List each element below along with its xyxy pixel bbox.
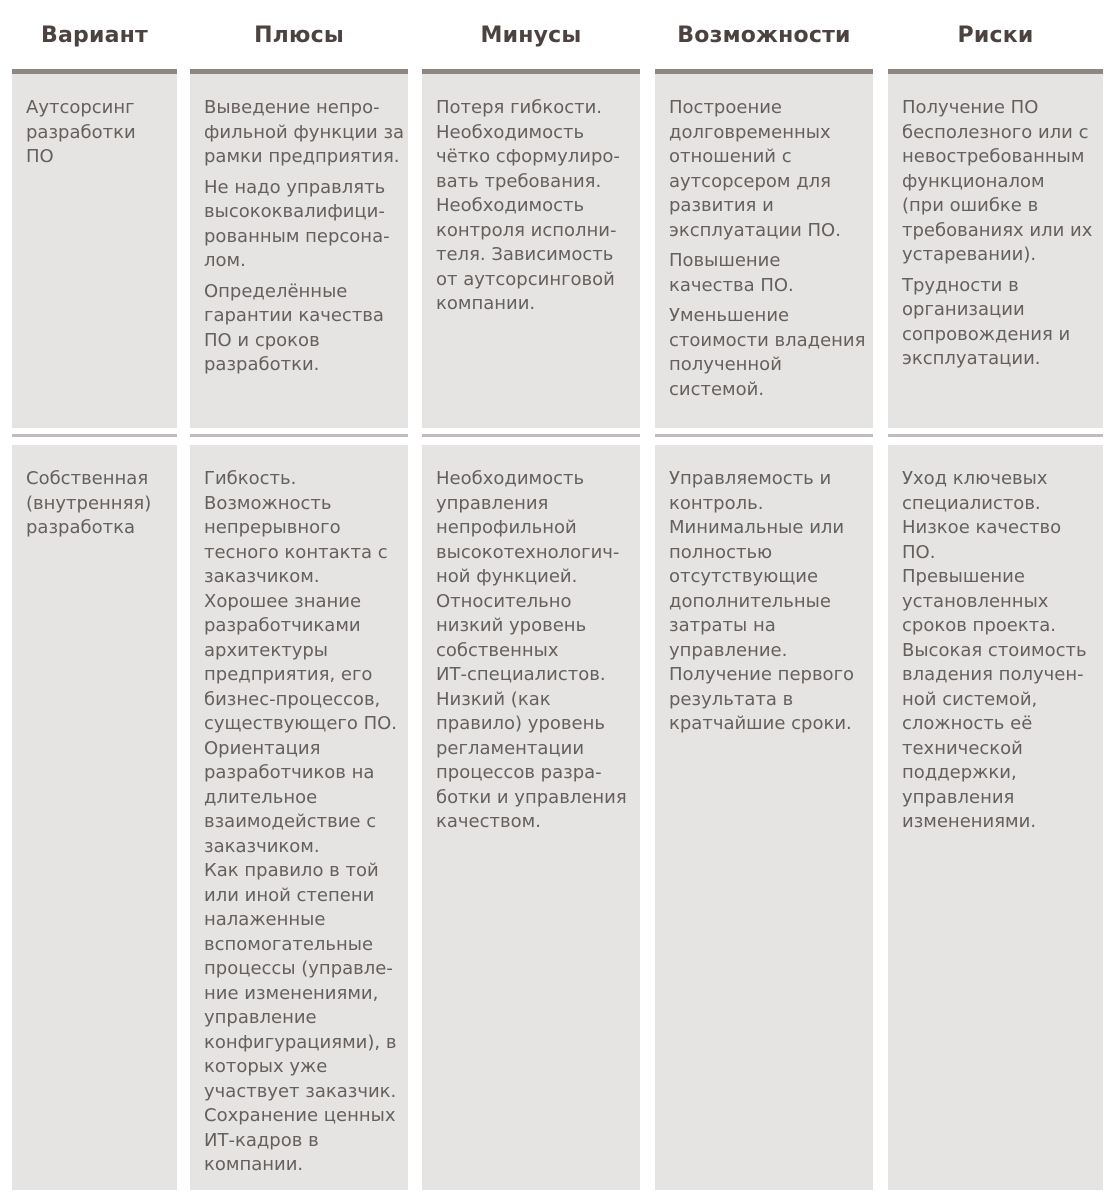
cell-text-line: Высокая стоимость [902,639,1087,661]
cell-text-line: устаревании). [902,244,1037,265]
cell-text-line: эксплуатации ПО. [669,219,841,241]
cell-text-line: конфигурациями), в [204,1031,397,1053]
cell-text-line: Повышение [669,250,781,271]
cell-text-line: длительное [204,786,318,808]
header-risks: Риски [957,23,1034,48]
cell-text-line: бесполезного или с [902,121,1089,143]
cell-paragraph [436,467,632,835]
cell-text-line: ПО и сроков [204,329,320,351]
cell-text-line: теля. Зависимость [436,244,614,265]
cell-cons-outsourcing [422,74,640,428]
cell-text-line: гарантии качества [204,305,384,326]
cell-text-line: заказчиком. [204,566,320,587]
cell-text-line: качества ПО. [669,274,794,296]
cell-text-line: результата в [669,688,794,710]
cell-text-line: изменениями. [902,811,1037,832]
cell-text-line: или иной степени [204,884,375,906]
cell-text-line: процессы (управле- [204,958,393,979]
cell-text-line: участвует заказчик. [204,1080,397,1102]
cell-text-line: разработчиков на [204,762,375,783]
header-variant: Вариант [41,23,148,48]
cell-text-line: отношений с [669,146,792,167]
cell-pros-inhouse [190,445,408,1190]
cell-text-line: ПО [26,146,54,167]
cell-text-line: требованиях или их [902,219,1093,241]
cell-text-line: правило) уровень [436,713,605,734]
cell-text-line: управления [902,786,1015,808]
cell-risks-outsourcing [888,74,1103,428]
cell-text-line: которых уже [204,1056,328,1077]
cell-paragraph [204,280,400,378]
cell-text-line: затраты на [669,615,776,636]
cell-text-line: высокотехнологич- [436,541,620,563]
cell-text-line: Ориентация [204,737,321,759]
cell-pros-outsourcing [190,74,408,428]
cell-text-line: Необходимость [436,121,585,143]
cell-text-line: контроля исполни- [436,219,617,241]
cell-text-line: Необходимость [436,195,585,216]
cell-text-line: Уход ключевых [902,468,1048,489]
row-divider [655,434,873,437]
cell-text-line: Трудности в [902,274,1019,296]
cell-text-line: владения получен- [902,664,1084,685]
cell-paragraph [902,467,1095,835]
cell-variant-inhouse [12,445,177,1190]
cell-text-line: архитектуры [204,639,329,661]
cell-text-line: заказчиком. [204,835,320,857]
cell-text-line: развития и [669,195,774,216]
cell-text-line: фильной функции за [204,121,405,143]
cell-text-line: сопровождения и [902,323,1071,345]
cell-text-line: налаженные [204,909,326,930]
row-divider [190,434,408,437]
cell-paragraph [669,96,865,243]
cell-text-line: Как правило в той [204,860,379,881]
cell-text-line: (внутренняя) [26,492,152,514]
cell-text-line: бизнес-процессов, [204,688,381,710]
cell-text-line: Сохранение ценных [204,1105,396,1126]
cell-text-line: кратчайшие сроки. [669,713,852,734]
cell-cons-inhouse [422,445,640,1190]
cell-text-line: Не надо управлять [204,176,386,198]
cell-text-line: Аутсорсинг [26,97,135,118]
cell-text-line: Получение ПО [902,97,1039,118]
cell-paragraph [669,249,865,298]
row-divider [422,434,640,437]
header-opportunities: Возможности [677,23,851,48]
cell-text-line: Определённые [204,280,348,302]
cell-text-line: компании. [204,1154,304,1175]
cell-text-line: разработки [26,121,136,143]
cell-text-line: ной системой, [902,688,1038,710]
cell-text-line: Потеря гибкости. [436,97,603,118]
cell-text-line: специалистов. [902,492,1041,514]
row-divider [888,434,1103,437]
cell-text-line: ИТ-специалистов. [436,664,606,685]
cell-text-line: системой. [669,378,765,400]
cell-text-line: от аутсорсинговой [436,268,615,290]
cell-text-line: процессов разра- [436,762,602,783]
cell-text-line: установленных [902,590,1049,612]
cell-paragraph [204,176,400,274]
cell-text-line: разработки. [204,354,320,375]
cell-text-line: организации [902,299,1025,320]
cell-text-line: ботки и управления [436,786,627,808]
cell-text-line: Необходимость [436,468,585,489]
cell-text-line: Хорошее знание [204,590,362,612]
cell-paragraph [669,304,865,402]
cell-text-line: вать требования. [436,170,602,192]
cell-text-line: качеством. [436,811,541,832]
cell-text-line: Низкий (как [436,688,551,710]
cell-text-line: аутсорсером для [669,170,831,192]
cell-text-line: стоимости владения [669,329,866,351]
cell-text-line: низкий уровень [436,615,587,636]
cell-variant-outsourcing [12,74,177,428]
row-divider [12,434,177,437]
cell-text-line: ние изменениями, [204,982,379,1004]
cell-text-line: контроль. [669,492,764,514]
cell-text-line: ПО. [902,541,936,563]
cell-text-line: существующего ПО. [204,713,398,734]
cell-text-line: Уменьшение [669,305,790,326]
cell-text-line: сроков проекта. [902,615,1056,636]
cell-text-line: Выведение непро- [204,97,380,118]
cell-text-line: предприятия, его [204,664,373,685]
header-pros: Плюсы [254,23,344,48]
cell-text-line: ИТ-кадров в [204,1129,319,1151]
cell-text-line: Относительно [436,590,572,612]
cell-text-line: (при ошибке в [902,195,1039,216]
cell-text-line: Возможность [204,492,332,514]
cell-text-line: долговременных [669,121,831,143]
cell-text-line: Управляемость и [669,468,832,489]
cell-opportunities-outsourcing [655,74,873,428]
cell-text-line: Минимальные или [669,517,845,538]
cell-text-line: чётко сформулиро- [436,146,620,167]
cell-text-line: рованным персона- [204,225,390,247]
cell-text-line: регламентации [436,737,585,759]
cell-paragraph [902,274,1095,372]
cell-text-line: технической [902,737,1023,759]
cell-text-line: разработчиками [204,615,361,636]
cell-text-line: функционалом [902,170,1045,192]
cell-paragraph [204,467,400,1178]
cell-text-line: Гибкость. [204,468,297,489]
cell-text-line: компании. [436,293,536,314]
cell-text-line: вспомогательные [204,933,374,955]
cell-paragraph [669,467,865,737]
cell-text-line: управления [436,492,549,514]
cell-text-line: эксплуатации. [902,348,1041,369]
cell-text-line: отсутствующие [669,566,819,587]
cell-text-line: сложность её [902,713,1033,734]
cell-text-line: Превышение [902,566,1025,587]
cell-text-line: Низкое качество [902,517,1062,538]
cell-text-line: собственных [436,639,559,661]
cell-text-line: полученной [669,354,782,375]
cell-text-line: дополнительные [669,590,831,612]
cell-text-line: рамки предприятия. [204,146,400,167]
cell-text-line: тесного контакта с [204,541,388,563]
cell-text-line: поддержки, [902,762,1017,783]
cell-text-line: управление. [669,639,788,661]
cell-text-line: высококвалифици- [204,201,385,222]
cell-text-line: лом. [204,250,246,271]
cell-text-line: Получение первого [669,664,855,685]
header-cons: Минусы [480,23,582,48]
cell-risks-inhouse [888,445,1103,1190]
cell-text-line: непрерывного [204,517,341,538]
cell-text-line: ной функцией. [436,566,578,587]
cell-opportunities-inhouse [655,445,873,1190]
cell-paragraph [436,96,632,317]
cell-text-line: Собственная [26,468,149,489]
cell-paragraph [204,96,405,170]
cell-paragraph [902,96,1095,268]
cell-text-line: взаимодействие с [204,811,377,832]
cell-text-line: разработка [26,517,135,538]
cell-text-line: полностью [669,541,773,563]
cell-text-line: невостребованным [902,146,1085,167]
cell-text-line: Построение [669,97,782,118]
cell-text-line: непрофильной [436,517,577,538]
cell-text-line: управление [204,1007,317,1028]
